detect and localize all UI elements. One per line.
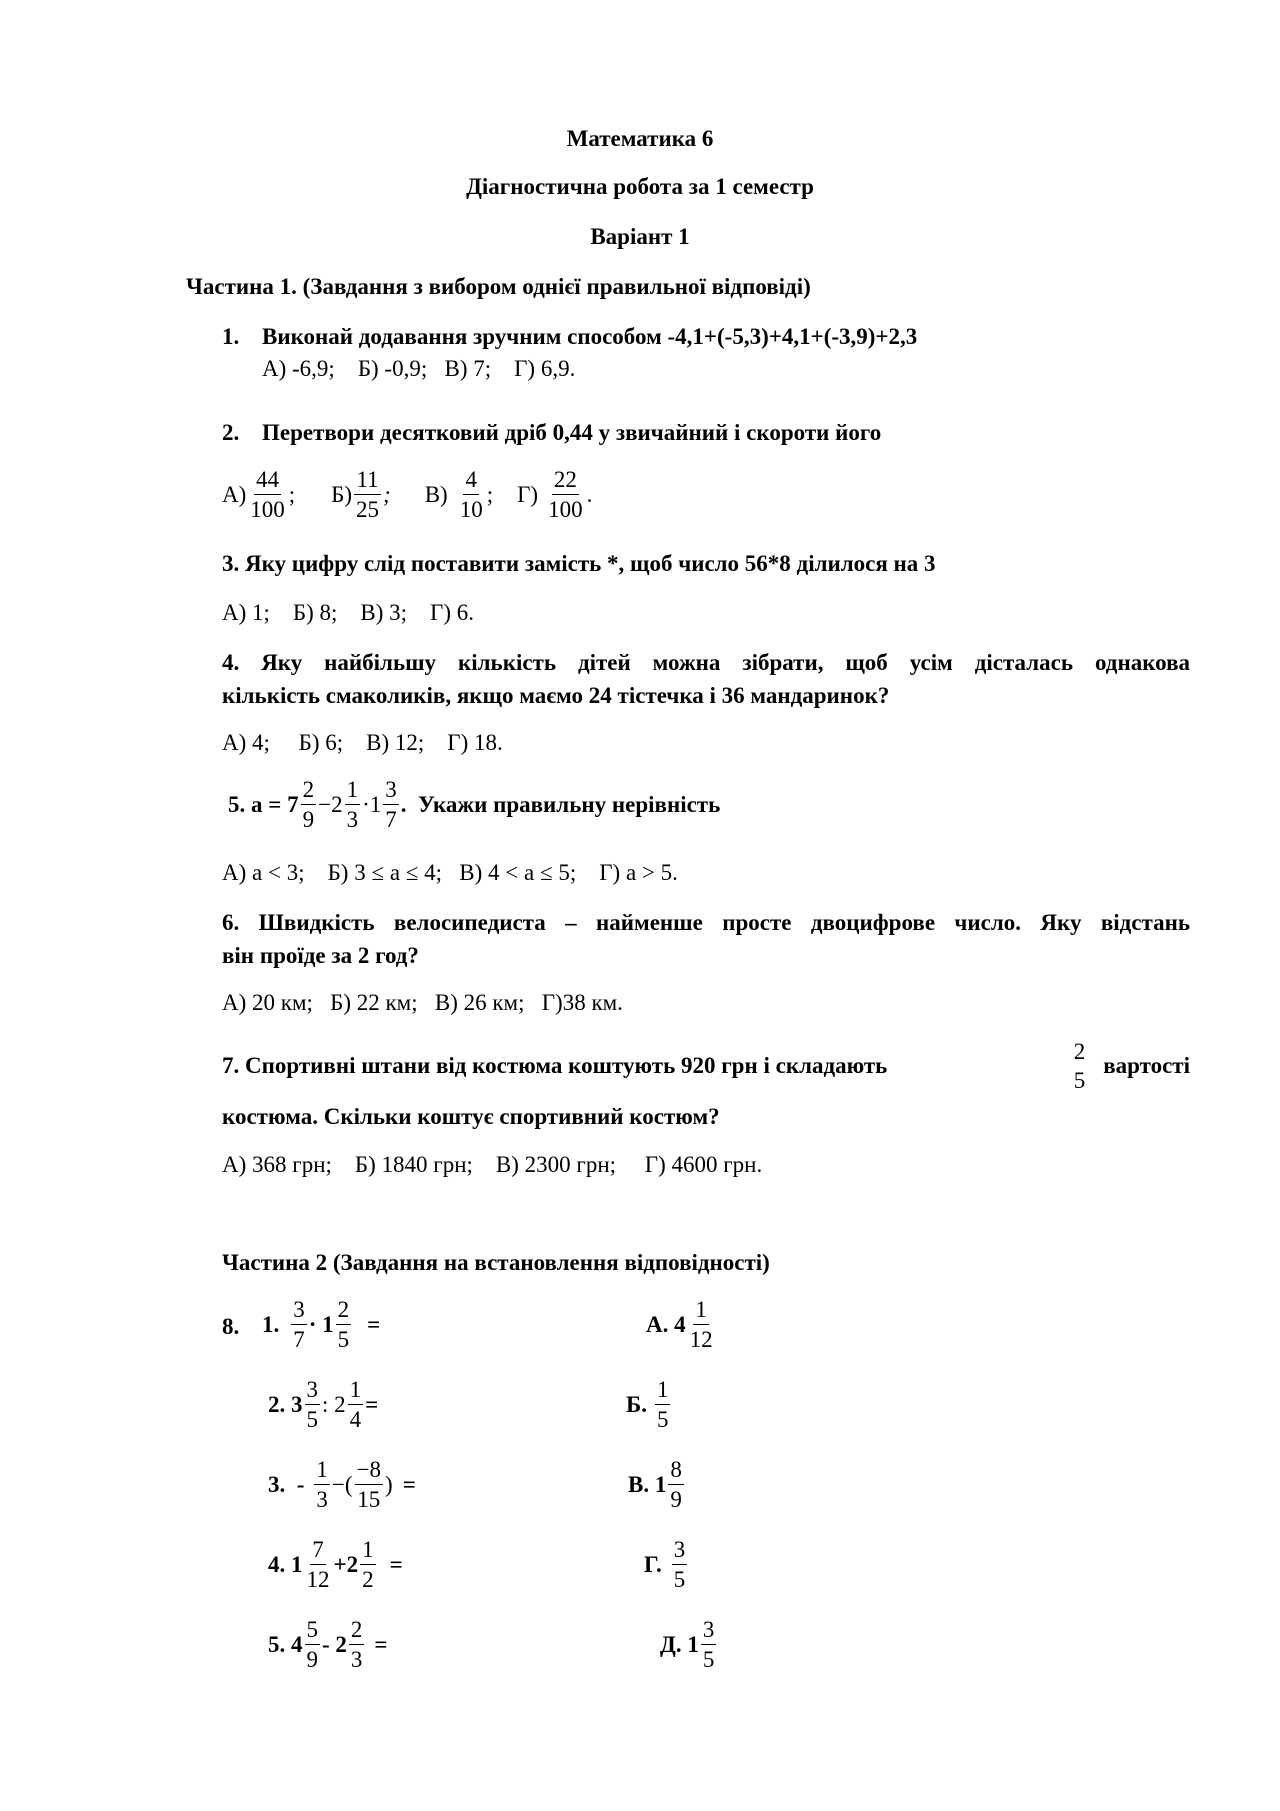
match-right-b: Б. $\frac{1}{5}$ — [626, 1377, 669, 1432]
q7-text-line1 — [222, 1040, 1190, 1092]
q5-fraction-3: $\frac{3}{7}$ — [385, 777, 397, 832]
q2-option-c-fraction: $\frac{4}{10}$ — [459, 467, 483, 522]
q7-fraction-group — [1070, 1040, 1190, 1092]
match-right-c-label: В. 1 — [628, 1471, 667, 1497]
match-left-4-label: 4. 1 — [268, 1551, 303, 1577]
q5-fraction-1: $\frac{2}{9}$ — [302, 777, 315, 832]
q4-answers: А) 4; Б) 6; В) 12; Г) 18. — [222, 730, 503, 755]
q7-text: 7. Спортивні штани від костюма коштують 920 грн і складають — [222, 1053, 888, 1078]
q1-text: Виконай додавання зручним способом -4,1+(-5,3)+4,1+(-3,9)+2,3 — [262, 324, 918, 349]
match-left-5-eq: = — [374, 1631, 388, 1657]
q7-text-line2: костюма. Скільки коштує спортивний костюм? — [222, 1104, 720, 1129]
match-left-2-eq: = — [365, 1391, 379, 1417]
q6-answers: А) 20 км; Б) 22 км; В) 26 км; Г)38 км. — [222, 990, 623, 1015]
match-left-4-op: +2 — [333, 1551, 359, 1577]
q2-option-a-fraction: $\frac{44}{100}$ — [250, 467, 285, 522]
q2-option-c-label: В) — [424, 481, 448, 507]
match-left-3-label: 3. - — [268, 1471, 305, 1497]
match-left-1: 1. $\frac{3}{7}$ · 1 $\frac{2}{5}$ = — [262, 1297, 381, 1352]
q3-text: 3. Яку цифру слід поставити замість *, щоб число 56*8 ділилося на 3 — [222, 551, 936, 576]
q5-expression — [228, 778, 720, 831]
variant-label: Варіант 1 — [590, 224, 690, 249]
match-right-e: Д. 1 $\frac{3}{5}$ — [660, 1617, 715, 1672]
q5-fraction-2: $\frac{1}{3}$ — [346, 777, 359, 832]
q2-option-a-label: А) — [222, 481, 247, 507]
match-left-4: 4. 1 $\frac{7}{12}$ +2 $\frac{1}{2}$ = — [268, 1537, 403, 1592]
match-left-5-label: 5. 4 — [268, 1631, 303, 1657]
q2-sep-c: ; — [486, 481, 494, 507]
q2-option-b-label: Б) — [331, 481, 353, 507]
q6-text-line2: він проїде за 2 год? — [222, 943, 419, 968]
q8-number: 8. — [222, 1314, 240, 1339]
q7-fraction: 2 5 — [1073, 1039, 1086, 1093]
q6-text-line1: 6. Швидкість велосипедиста – найменше просте двоцифрове число. Яку відстань — [222, 910, 1190, 935]
match-right-c: В. 1 $\frac{8}{9}$ — [628, 1457, 682, 1512]
q1-number: 1. — [222, 324, 240, 349]
q3-answers: А) 1; Б) 8; В) 3; Г) 6. — [222, 600, 475, 625]
q2-sep-b: ; — [383, 481, 391, 507]
match-right-b-label: Б. — [626, 1391, 647, 1417]
match-left-4-eq: = — [389, 1551, 403, 1577]
q1-answers: А) -6,9; Б) -0,9; В) 7; Г) 6,9. — [262, 356, 576, 381]
q7-tail: вартості — [1103, 1053, 1190, 1078]
page-subtitle: Діагностична робота за 1 семестр — [466, 174, 814, 199]
q2-option-b-fraction: $\frac{11}{25}$ — [356, 467, 380, 522]
q5-dot: ·1 — [362, 791, 382, 817]
match-right-e-label: Д. 1 — [660, 1631, 699, 1657]
q5-prefix: 5. a = 7 — [228, 791, 299, 817]
q5-instruction: . Укажи правильну нерівність — [400, 791, 721, 817]
match-left-1-label: 1. — [262, 1311, 280, 1337]
match-left-5-op: - 2 — [322, 1631, 347, 1657]
match-left-3-op: −( — [331, 1471, 353, 1497]
q4-text-line2: кількість смаколиків, якщо маємо 24 тістечка і 36 мандаринок? — [222, 683, 890, 708]
q7-answers: А) 368 грн; Б) 1840 грн; В) 2300 грн; Г) 4600 грн. — [222, 1152, 763, 1177]
match-left-3: 3. - $\frac{1}{3}$ −( $\frac{-8}{15}$ ) = — [268, 1457, 416, 1512]
q2-sep-a: ; — [288, 481, 296, 507]
q2-option-d-label: Г) — [517, 481, 539, 507]
match-left-1-eq: = — [367, 1311, 381, 1337]
match-right-d-label: Г. — [644, 1551, 662, 1577]
q5-answers: А) a < 3; Б) 3 ≤ a ≤ 4; В) 4 < a ≤ 5; Г) a > 5. — [222, 860, 678, 885]
match-left-2-label: 2. 3 — [268, 1391, 303, 1417]
q5-minus: −2 — [318, 791, 343, 817]
match-left-5: 5. 4 $\frac{5}{9}$ - 2 $\frac{2}{3}$ = — [268, 1617, 388, 1672]
match-right-a: А. 4 $\frac{1}{12}$ — [646, 1297, 713, 1352]
part2-title: Частина 2 (Завдання на встановлення відповідності) — [222, 1250, 770, 1275]
part1-title: Частина 1. (Завдання з вибором однієї правильної відповіді) — [186, 274, 811, 299]
q4-text-line1: 4. Яку найбільшу кількість дітей можна зібрати, щоб усім дісталась однакова — [222, 650, 1190, 675]
q2-number: 2. — [222, 420, 240, 445]
q2-sep-d: . — [586, 481, 593, 507]
match-left-2-op: : 2 — [322, 1391, 346, 1417]
match-left-3-close: ) — [385, 1471, 393, 1497]
match-left-3-eq: = — [402, 1471, 416, 1497]
page-title: Математика 6 — [566, 126, 714, 151]
q2-text: Перетвори десятковий дріб 0,44 у звичайний і скороти його — [262, 420, 882, 445]
match-left-2: 2. 3 $\frac{3}{5}$ : 2 $\frac{1}{4}$ = — [268, 1377, 379, 1432]
match-right-d: Г. $\frac{3}{5}$ — [644, 1537, 686, 1592]
match-right-a-label: А. 4 — [646, 1311, 686, 1337]
q2-answers — [222, 468, 592, 521]
q2-option-d-fraction: $\frac{22}{100}$ — [548, 467, 583, 522]
match-left-1-op: · 1 — [308, 1311, 334, 1337]
